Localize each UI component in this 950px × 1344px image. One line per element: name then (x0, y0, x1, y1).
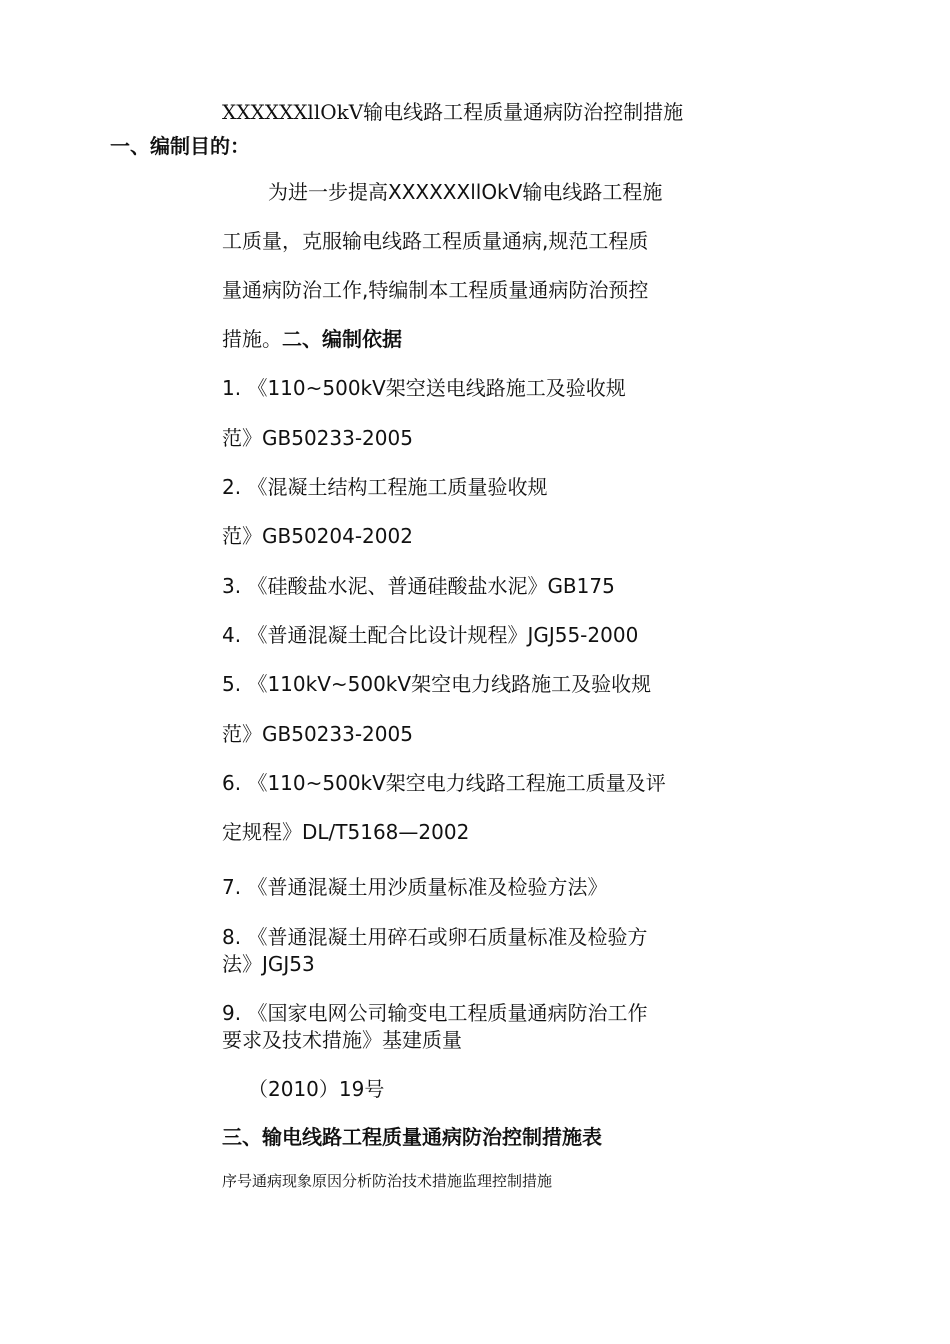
basis-line: 要求及技术措施》基建质量 (222, 1028, 462, 1052)
basis-line: 1. 《110~500kV架空送电线路施工及验收规 (222, 376, 626, 400)
basis-line: 范》GB50233-2005 (222, 722, 413, 746)
section-1-heading: 一、编制目的： (110, 134, 250, 158)
basis-line: 2. 《混凝土结构工程施工质量验收规 (222, 475, 548, 499)
purpose-line-1: 为进一步提高XXXXXXllOkV输电线路工程施 (268, 180, 663, 204)
basis-line: 法》JGJ53 (222, 952, 315, 976)
basis-line: 范》GB50233-2005 (222, 426, 413, 450)
section-3-heading: 三、输电线路工程质量通病防治控制措施表 (222, 1125, 602, 1149)
section-2-heading: 二、编制依据 (282, 327, 402, 351)
basis-line: 定规程》DL/T5168—2002 (222, 820, 470, 844)
purpose-line-3: 量通病防治工作,特编制本工程质量通病防治预控 (222, 278, 649, 302)
basis-line: 8. 《普通混凝土用碎石或卵石质量标准及检验方 (222, 925, 648, 949)
table-header-row: 序号通病现象原因分析防治技术措施监理控制措施 (222, 1172, 553, 1190)
basis-line: 7. 《普通混凝土用沙质量标准及检验方法》 (222, 875, 608, 899)
purpose-line-2: 工质量，克服输电线路工程质量通病,规范工程质 (222, 229, 649, 253)
basis-line: （2010）19号 (248, 1077, 385, 1101)
basis-line: 6. 《110~500kV架空电力线路工程施工质量及评 (222, 771, 666, 795)
basis-line: 4. 《普通混凝土配合比设计规程》JGJ55-2000 (222, 623, 639, 647)
basis-line: 9. 《国家电网公司输变电工程质量通病防治工作 (222, 1001, 648, 1025)
purpose-line-4 (222, 323, 402, 352)
basis-line: 范》GB50204-2002 (222, 524, 413, 548)
purpose-line-4-text: 措施。 (222, 327, 282, 351)
basis-line: 3. 《硅酸盐水泥、普通硅酸盐水泥》GB175 (222, 574, 615, 598)
basis-line: 5. 《110kV~500kV架空电力线路施工及验收规 (222, 672, 652, 696)
document-title: XXXXXXllOkV输电线路工程质量通病防治控制措施 (222, 100, 684, 124)
